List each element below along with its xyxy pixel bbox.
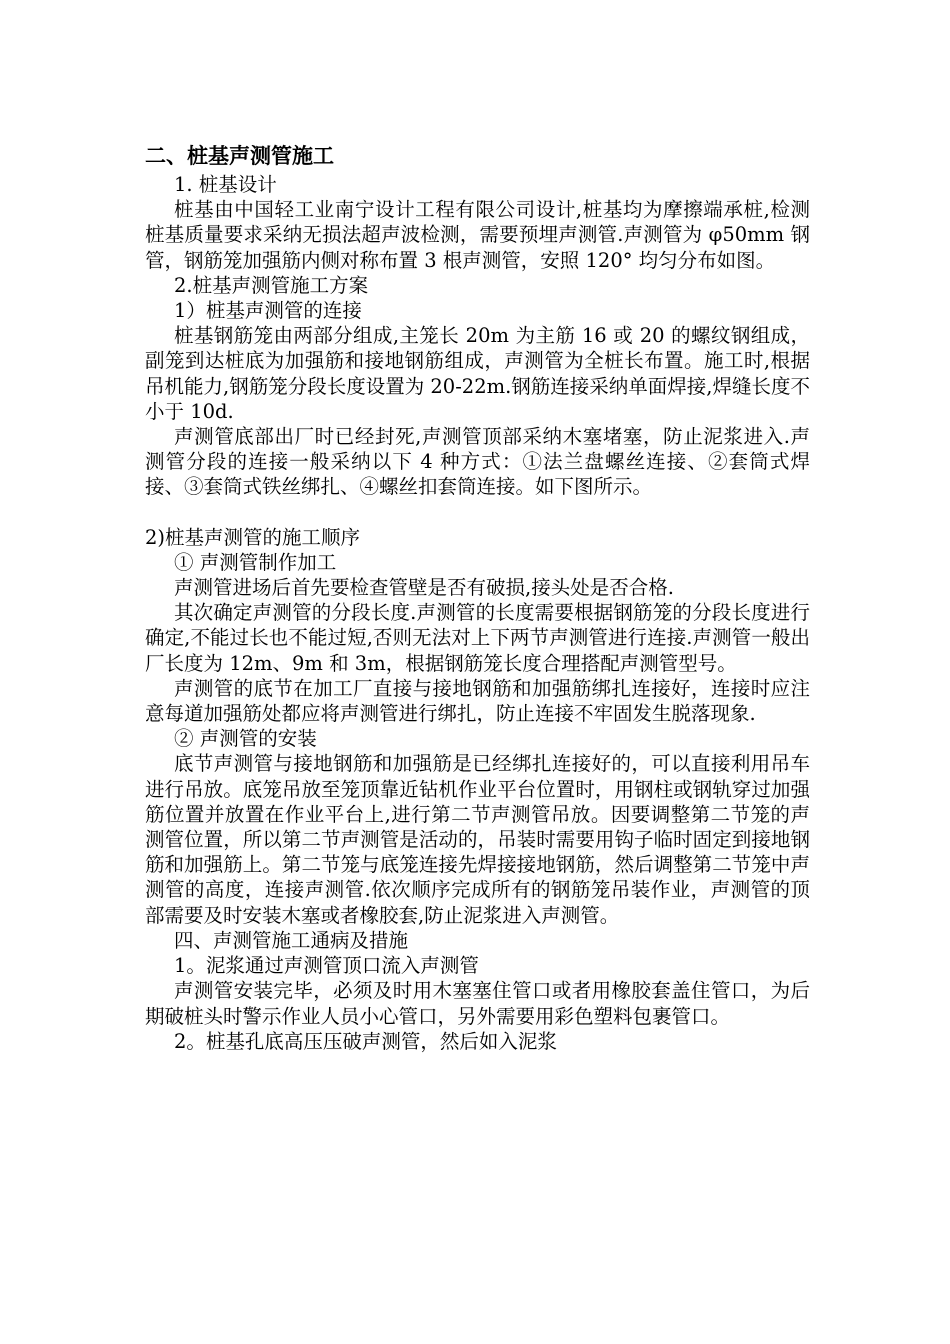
subsection-title-connection: 1）桩基声测管的连接 [174, 299, 362, 323]
section-heading: 二、桩基声测管施工 [145, 144, 334, 168]
paragraph-inspection: 声测管进场后首先要检查管壁是否有破损,接头处是否合格. [174, 576, 674, 600]
figure-placeholder-gap [145, 500, 810, 525]
paragraph-segment-length: 其次确定声测管的分段长度.声测管的长度需要根据钢筋笼的分段长度进行确定,不能过长也不能过短,否则无法对上下两节声测管进行连接.声测管一般出厂长度为 12m、9m 和 3m，根据钢筋笼长度合理搭配声测管型号。 [145, 601, 810, 675]
subsection-title-common-problems: 四、声测管施工通病及措施 [174, 928, 409, 952]
paragraph-connection-methods: 声测管底部出厂时已经封死,声测管顶部采纳木塞堵塞，防止泥浆进入.声测管分段的连接一般采纳以下 4 种方式：①法兰盘螺丝连接、②套筒式焊接、③套筒式铁丝绑扎、④螺丝扣套筒连接。如下图所示。 [145, 425, 810, 499]
subsection-title-construction-plan: 2.桩基声测管施工方案 [174, 273, 369, 297]
paragraph-cage-composition: 桩基钢筋笼由两部分组成,主笼长 20m 为主筋 16 或 20 的螺纹钢组成，副笼到达桩底为加强筋和接地钢筋组成，声测管为全桩长布置。施工时,根据吊机能力,钢筋笼分段长度设置为 20-22m.钢筋连接采纳单面焊接,焊缝长度不小于 10d. [145, 324, 810, 423]
subsection-title-sequence: 2)桩基声测管的施工顺序 [145, 525, 361, 549]
paragraph-bottom-section: 声测管的底节在加工厂直接与接地钢筋和加强筋绑扎连接好，连接时应注意每道加强筋处都应将声测管进行绑扎，防止连接不牢固发生脱落现象. [145, 676, 810, 726]
item-title-installation: ② 声测管的安装 [174, 727, 317, 751]
subsection-title-pile-design: 1. 桩基设计 [174, 173, 277, 196]
paragraph-installation: 底节声测管与接地钢筋和加强筋是已经绑扎连接好的，可以直接利用吊车进行吊放。底笼吊放至笼顶靠近钻机作业平台位置时，用钢柱或钢轨穿过加强筋位置并放置在作业平台上,进行第二节声测管吊放。因要调整第二节笼的声测管位置，所以第二节声测管是活动的，吊装时需要用钩子临时固定到接地钢筋和加强筋上。第二节笼与底笼连接先焊接接地钢筋，然后调整第二节笼中声测管的高度，连接声测管.依次顺序完成所有的钢筋笼吊装作业，声测管的顶部需要及时安装木塞或者橡胶套,防止泥浆进入声测管。 [145, 752, 810, 927]
item-title-mud-inflow: 1。泥浆通过声测管顶口流入声测管 [174, 954, 479, 978]
document-body [145, 142, 810, 1054]
item-title-high-pressure: 2。桩基孔底高压压破声测管，然后如入泥浆 [174, 1029, 557, 1053]
paragraph-pile-design: 桩基由中国轻工业南宁设计工程有限公司设计,桩基均为摩擦端承桩,检测桩基质量要求采纳无损法超声波检测，需要预埋声测管.声测管为 φ50mm 钢管，钢筋笼加强筋内侧对称布置 3 根声测管，安照 120° 均匀分布如图。 [145, 198, 810, 272]
item-title-fabrication: ① 声测管制作加工 [174, 550, 337, 574]
paragraph-mud-inflow: 声测管安装完毕，必须及时用木塞塞住管口或者用橡胶套盖住管口，为后期破桩头时警示作业人员小心管口，另外需要用彩色塑料包裹管口。 [145, 979, 810, 1028]
